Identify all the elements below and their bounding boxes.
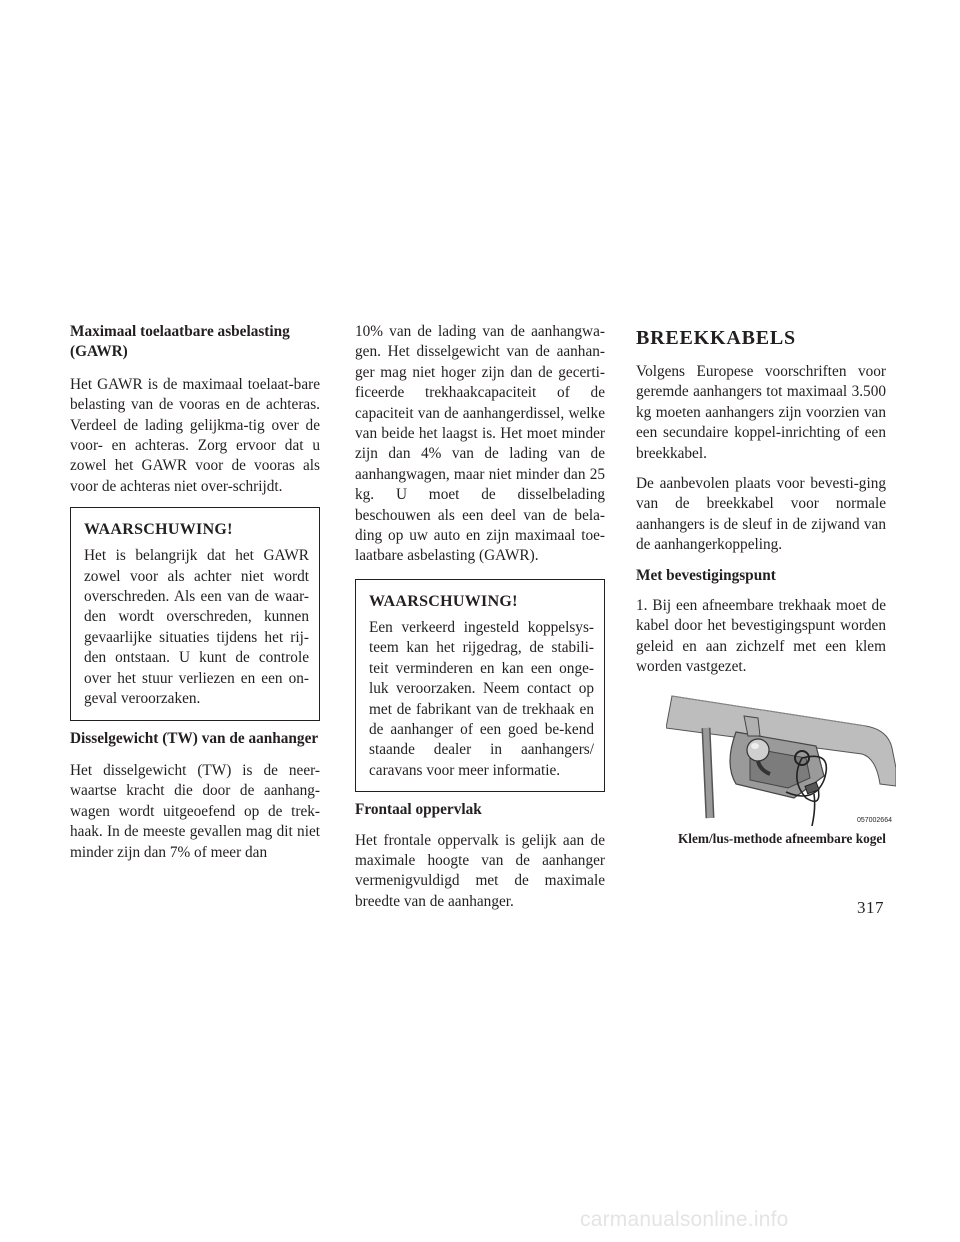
paragraph-gawr: Het GAWR is de maximaal toelaat-bare belasting van de vooras en de achteras. Verdeel de lading gelijkma-tig over de voor- en achteras. Zorg ervoor dat u zowel het GAWR voor de vooras als voor de achteras niet over-schrijdt. — [70, 375, 320, 495]
section-title-breakaway: BREEKKABELS — [636, 327, 796, 349]
paragraph-step-1: 1. Bij een afneembare trekhaak moet de kabel door het bevestigingspunt worden geleid en aan zichzelf met een klem worden vastgezet. — [636, 597, 886, 676]
figure-caption: Klem/lus-methode afneembare kogel — [677, 830, 886, 846]
column-middle — [355, 322, 605, 922]
warning-text: Het is belangrijk dat het GAWR zowel voor als achter niet wordt overschreden. Als een van de waar-den wordt overschreden, kunnen gevaarlijke situaties tijdens het rij-den ontstaan. U kunt de controle over het stuur verliezen en een on-geval veroorzaken. — [84, 547, 309, 708]
watermark: carmanualsonline.info — [580, 1208, 789, 1231]
page-number: 317 — [857, 898, 884, 917]
warning-title: WAARSCHUWING! — [84, 521, 233, 539]
figure-code: 057002664 — [856, 816, 892, 824]
paragraph-tongue-weight: Het disselgewicht (TW) is de neer-waartse kracht die door de aanhang-wagen wordt uitgeoefend op de trek-haak. In de meeste gevallen mag dit niet minder zijn dan 7% of meer dan — [70, 761, 320, 861]
tow-hitch-drawing — [666, 688, 896, 826]
heading-tongue-weight: Disselgewicht (TW) van de aanhanger — [70, 729, 319, 747]
heading-frontal-area: Frontaal oppervlak — [355, 801, 482, 819]
tow-hitch-illustration — [666, 688, 896, 826]
warning-box-coupling — [355, 579, 605, 792]
paragraph-attachment: De aanbevolen plaats voor bevesti-ging van de breekkabel voor normale aanhangers is de sleuf in de zijwand van de aanhangerkoppeling. — [636, 475, 886, 554]
column-right — [636, 322, 892, 848]
heading-attachment-point: Met bevestigingspunt — [636, 566, 776, 584]
warning-text: Een verkeerd ingesteld koppelsys-teem kan het rijgedrag, de stabili-teit verminderen en kan een onge-luk veroorzaken. Neem contact op met de fabrikant van de trekhaak en de aanhanger of een goed be-kend staande dealer in aanhangers/ caravans voor meer informatie. — [369, 618, 594, 779]
paragraph-frontal-area: Het frontale oppervalk is gelijk aan de maximale hoogte van de aanhanger vermenigvuldigd met de maximale breedte van de aanhanger. — [355, 831, 605, 910]
paragraph-regulations: Volgens Europese voorschriften voor geremde aanhangers tot maximaal 3.500 kg moeten aanhangers zijn voorzien van een secundaire koppel-inrichting of een breekkabel. — [636, 363, 886, 462]
warning-box-gawr — [70, 507, 320, 720]
column-left — [70, 322, 320, 873]
paragraph-tongue-weight-cont: 10% van de lading van de aanhangwa-gen. Het disselgewicht van de aanhan-ger mag niet hoger zijn dan de gecerti-ficeerde trekhaakcapaciteit of de capaciteit van de aanhangerdissel, welke van beide het laagst is. Het moet minder zijn dan 4% van de lading van de aanhangwagen, maar niet minder dan 25 kg. U moet de disselbelading beschouwen als een deel van de bela-ding op uw auto en zijn maximaal toe-laatbare asbelasting (GAWR). — [355, 323, 605, 565]
warning-title: WAARSCHUWING! — [369, 592, 518, 610]
heading-gawr: Maximaal toelaatbare asbelasting (GAWR) — [70, 323, 290, 361]
